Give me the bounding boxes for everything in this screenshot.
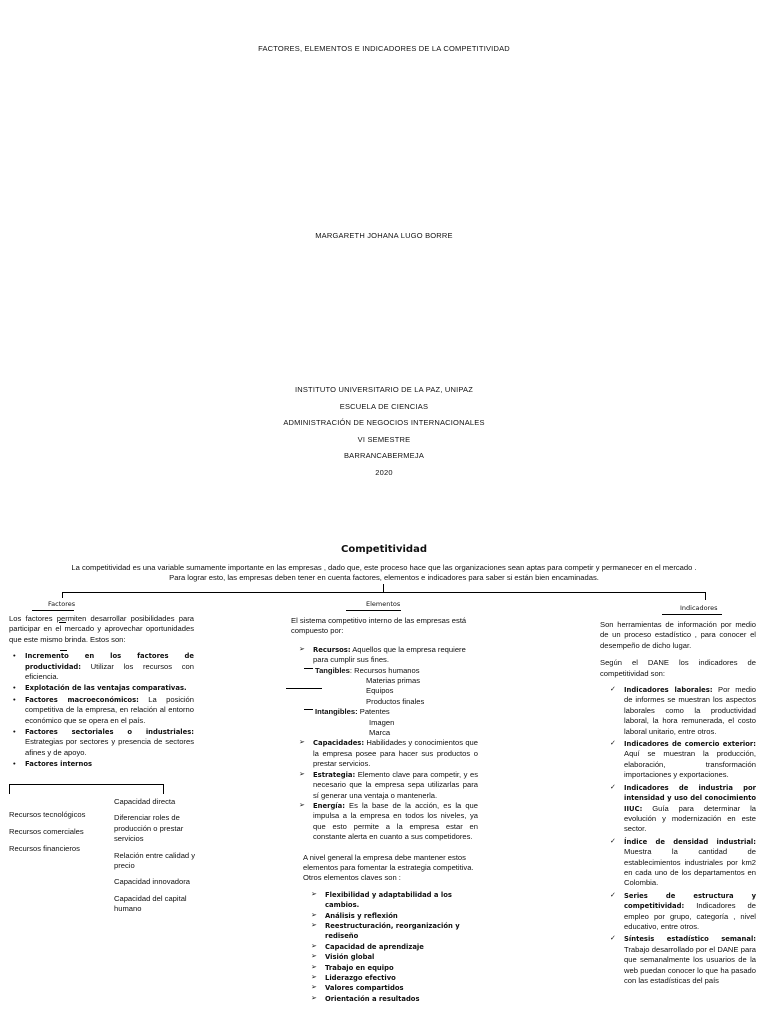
map-intro-2: Para lograr esto, las empresas deben tener en cuenta factores, elementos e indicadores para saber si están bien encaminadas. bbox=[169, 573, 599, 582]
list-item: ✓ Indicadores de industria por intensidad y uso del conocimiento IIUC: Guía para determinar la evolución y modernización en este sector. bbox=[610, 783, 756, 835]
indicadores-intro: Son herramientas de información por medio de un proceso estadístico , para conocer el desempeño de dicho lugar. bbox=[600, 620, 756, 650]
elementos-label: Elementos bbox=[366, 600, 401, 608]
factores-label: Factores bbox=[48, 600, 76, 608]
institution-line: BARRANCABERMEJA bbox=[343, 451, 425, 460]
connector bbox=[346, 610, 401, 611]
list-item: • Incremento en los factores de productividad: Utilizar los recursos con eficiencia. bbox=[9, 651, 194, 682]
connector bbox=[163, 784, 164, 794]
list-item: ➢ Capacidades: Habilidades y conocimientos que la empresa posee para hacer sus productos o prestar servicios. bbox=[291, 738, 478, 769]
connector bbox=[9, 784, 164, 785]
list-item: • Factores internos bbox=[9, 759, 194, 769]
connector bbox=[662, 614, 722, 615]
connector bbox=[383, 584, 384, 592]
list-item: ✓ Indicadores laborales: Por medio de informes se muestran los aspectos laborales como la productividad laboral, la hora remunerada, el costo laboral unitario, entre otros. bbox=[610, 685, 756, 737]
author-name: MARGARETH JOHANA LUGO BORRE bbox=[315, 231, 453, 240]
institution-line: ADMINISTRACIÓN DE NEGOCIOS INTERNACIONALES bbox=[283, 418, 485, 427]
institution-line: 2020 bbox=[375, 467, 393, 477]
list-item: Recursos financieros bbox=[9, 844, 80, 853]
list-item: • Explotación de las ventajas comparativas. bbox=[9, 683, 194, 693]
list-item: ➢ Reestructuración, reorganización y rediseño bbox=[303, 921, 478, 942]
institution-line: ESCUELA DE CIENCIAS bbox=[339, 401, 429, 411]
list-item: Recursos tecnológicos bbox=[9, 810, 86, 819]
list-item: • Factores macroeconómicos: La posición competitiva de la empresa, en relación al entorno económico que se opera en el país. bbox=[9, 695, 194, 726]
indicadores-column bbox=[600, 620, 756, 988]
intangibles-block: Intangibles: Patentes Imagen Marca bbox=[315, 707, 395, 738]
list-item: ➢ Liderazgo efectivo bbox=[303, 973, 478, 983]
map-title: Competitividad bbox=[341, 544, 427, 555]
list-item: ➢ Análisis y reflexión bbox=[303, 911, 478, 921]
list-item: • Factores sectoriales o industriales: Estrategias por sectores y presencia de sectores afines y de apoyo. bbox=[9, 727, 194, 758]
map-intro-1: La competitividad es una variable sumamente importante en las empresas , dado que, este proceso hace que las organizaciones sean aptas para competir y permanecer en el mercado . bbox=[71, 563, 697, 572]
connector bbox=[304, 709, 313, 710]
factores-intro: Los factores permiten desarrollar posibilidades para participar en el mercado y aprovechar oportunidades que este mismo brinda. Estos son: bbox=[9, 614, 194, 644]
indicadores-label: Indicadores bbox=[680, 604, 718, 612]
list-item: ➢ Orientación a resultados bbox=[303, 994, 478, 1004]
list-item: Capacidad innovadora bbox=[114, 877, 190, 887]
list-item: ➢ Flexibilidad y adaptabilidad a los cambios. bbox=[303, 890, 478, 911]
list-item: ➢ Trabajo en equipo bbox=[303, 963, 478, 973]
recursos-list bbox=[9, 806, 109, 857]
list-item: Capacidad del capital humano bbox=[114, 893, 187, 914]
connector bbox=[62, 592, 63, 598]
list-item: ➢ Energía: Es la base de la acción, es la que impulsa a la empresa en todos los niveles, ya que esto permite a la empresa estar en constante alerta en cuanto a sus competidores. bbox=[291, 801, 478, 843]
elementos-intro: El sistema competitivo interno de las empresas está compuesto por: bbox=[291, 616, 467, 636]
capacidades-list bbox=[114, 797, 209, 915]
connector bbox=[32, 610, 74, 611]
connector bbox=[62, 592, 706, 593]
indicadores-list bbox=[610, 685, 756, 986]
list-item: ➢ Recursos: Aquellos que la empresa requiere para cumplir sus fines. bbox=[291, 645, 478, 666]
elementos-column bbox=[291, 616, 478, 1004]
factores-list bbox=[9, 651, 194, 769]
indicadores-dane: Según el DANE los indicadores de competitividad son: bbox=[600, 658, 756, 678]
list-item: ➢ Valores compartidos bbox=[303, 983, 478, 993]
list-item: Diferenciar roles de producción o prestar servicios bbox=[114, 813, 184, 844]
connector bbox=[9, 784, 10, 794]
elementos-list bbox=[291, 738, 478, 842]
list-item: Capacidad directa bbox=[114, 797, 176, 806]
connector bbox=[304, 668, 313, 669]
factores-column bbox=[9, 614, 194, 771]
list-item: ➢ Capacidad de aprendizaje bbox=[303, 942, 478, 952]
list-item: Recursos comerciales bbox=[9, 827, 84, 836]
list-item: ➢ Visión global bbox=[303, 952, 478, 962]
list-item: ✓ Índice de densidad industrial: Muestra la cantidad de establecimientos industriales por km2 en cada uno de los departamentos en Colombia. bbox=[610, 837, 756, 889]
institution-block bbox=[0, 385, 768, 484]
list-item: ➢ Estrategia: Elemento clave para competir, y es necesario que la empresa sepa utilizarlas para sí generar una ventaja o mantenerla. bbox=[291, 770, 478, 801]
elementos-general: A nivel general la empresa debe mantener estos elementos para fomentar la estrategia competitiva. Otros elementos claves son : bbox=[303, 852, 474, 883]
institution-line: INSTITUTO UNIVERSITARIO DE LA PAZ, UNIPAZ bbox=[294, 385, 474, 394]
connector bbox=[286, 688, 322, 689]
list-item: ✓ Series de estructura y competitividad: Indicadores de empleo por grupo, categoría , nivel educativo, entre otros. bbox=[610, 891, 756, 933]
list-item: ✓ Síntesis estadístico semanal: Trabajo desarrollado por el DANE para que semanalmente los usuarios de la web puedan conocer lo que ha pasado con las estadísticas del país bbox=[610, 934, 756, 986]
institution-line: VI SEMESTRE bbox=[357, 434, 411, 444]
list-item: ✓ Indicadores de comercio exterior: Aquí se muestran la producción, elaboración, transformación importaciones y exportaciones. bbox=[610, 739, 756, 781]
elementos-recursos bbox=[291, 645, 478, 666]
cover-title: FACTORES, ELEMENTOS E INDICADORES DE LA COMPETITIVIDAD bbox=[258, 44, 510, 53]
tangibles-block: Tangibles: Recursos humanos Materias primas Equipos Productos finales bbox=[315, 665, 425, 706]
list-item: Relación entre calidad y precio bbox=[114, 850, 196, 871]
connector bbox=[705, 592, 706, 600]
claves-list bbox=[303, 890, 478, 1004]
